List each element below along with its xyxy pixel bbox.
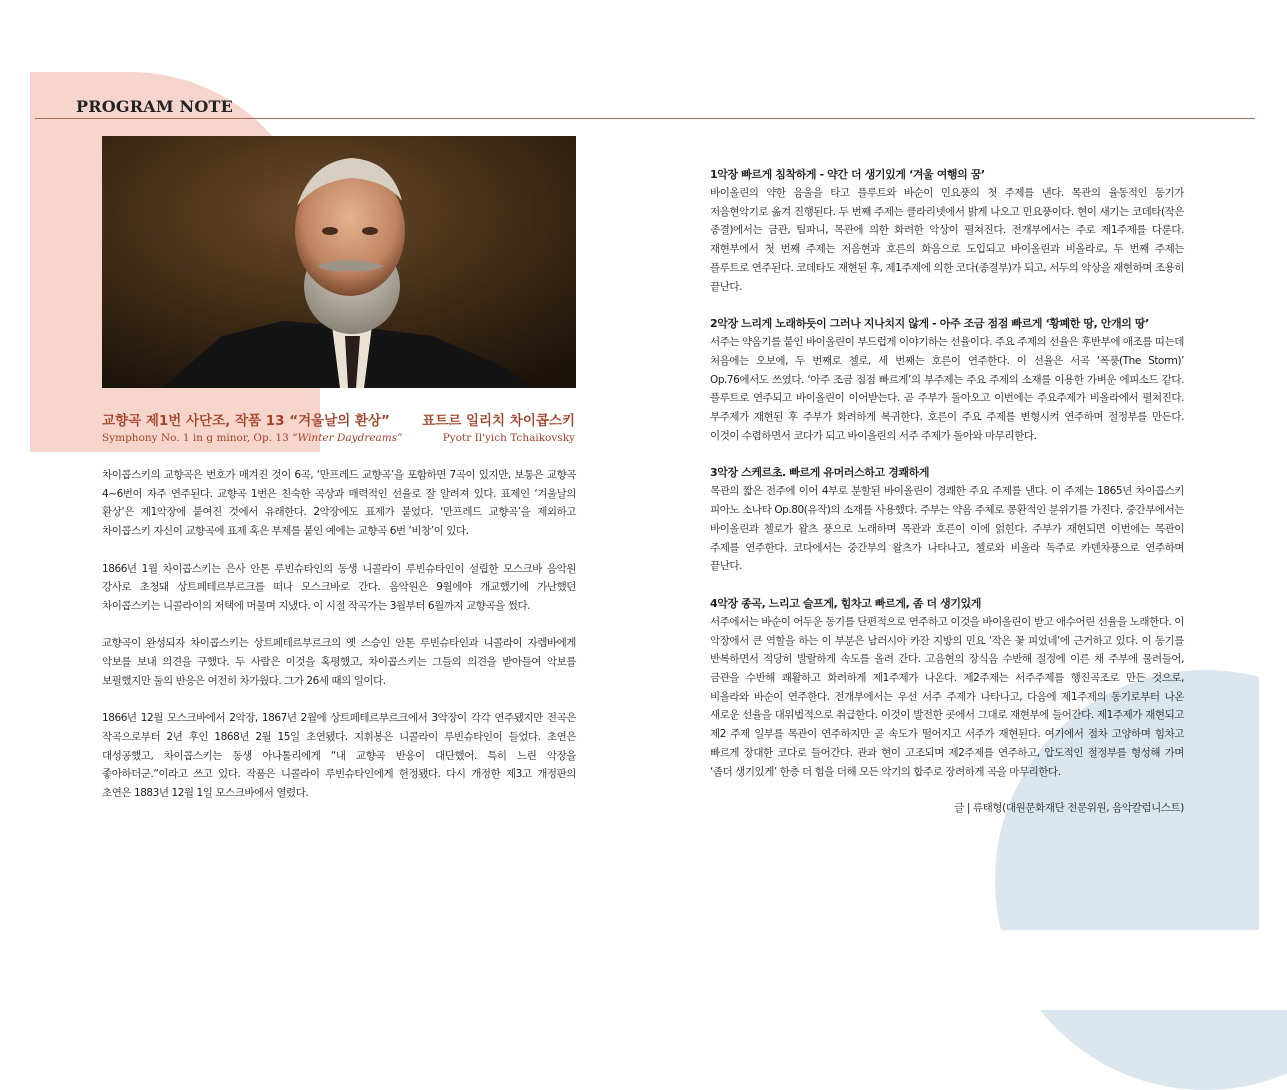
composer-portrait [102, 136, 576, 388]
author-credit: 글 | 류태형(대원문화재단 전문위원, 음악칼럼니스트) [954, 802, 1184, 815]
work-title-english-suffix: ” [397, 432, 403, 444]
paragraph: 1866년 1월 차이콥스키는 은사 안톤 루빈슈타인의 동생 니콜라이 루빈슈타인이 설립한 모스크바 음악원 강사로 초청돼 상트페테르부르크를 떠나 모스크바로 간다. 음악원은 9월에야 개교했기에 가난했던 차이콥스키는 니콜라이의 저택에 머물며 지냈다. 이 시절 작곡가는 3월부터 6월까지 교향곡을 썼다. [102, 562, 576, 612]
movement-heading: 2악장 느리게 노래하듯이 그러나 지나치지 않게 - 아주 조금 점점 빠르게 ‘황폐한 땅, 안개의 땅’ [710, 317, 1149, 331]
movement-section [710, 595, 1184, 781]
movement-heading: 4악장 종곡, 느리고 슬프게, 힘차고 빠르게, 좀 더 생기있게 [710, 596, 981, 610]
page-bottom-mask [980, 930, 1287, 1010]
header-divider [35, 118, 1255, 119]
movement-text: 바이올린의 약한 음울을 타고 플루트와 바순이 민요풍의 첫 주제를 낸다. 목관의 율동적인 동기가 저음현악기로 옮겨 진행된다. 두 번째 주제는 클라리넷에서 밝게 나오고 민요풍이다. 현이 새기는 코데타(작은 종결)에서는 금관, 팀파니, 목관에 의한 화려한 악상이 펼쳐진다. 전개부에서는 주로 제1주제를 다룬다. 재현부에서 첫 번째 주제는 저음현과 호른의 화음으로 도입되고 바이올린과 비올라로, 두 번째 주제는 플루트로 연주된다. 코데타도 재현된 후, 제1주제에 의한 코다(종결부)가 되고, 서두의 악상을 재현하며 조용히 끝난다. [710, 187, 1184, 293]
composer-name-english: Pyotr Il'yich Tchaikovsky [442, 432, 575, 444]
paragraph: 교향곡이 완성되자 차이콥스키는 상트페테르부르크의 옛 스승인 안톤 루빈슈타인과 니콜라이 자렘바에게 악보를 보내 의견을 구했다. 두 사람은 이것을 혹평했고, 차이콥스키는 그들의 의견을 받아들여 악보를 보필했지만 둘의 반응은 여전히 차가웠다. 그가 26세 때의 일이다. [102, 637, 576, 687]
movement-text: 서주에서는 바순이 어두운 동기를 단편적으로 연주하고 이것을 바이올린이 받고 애수어린 선율을 노래한다. 이 악장에서 큰 역할을 하는 이 부분은 남러시아 카잔 지방의 민요 ‘작은 꽃 피었네’에 근거하고 있다. 이 동기를 반복하면서 적당히 발랄하게 속도를 올려 간다. 고음현의 장식음 수반해 절정에 이른 채 주부에 물려들어, 금관을 수반해 쾌활하고 화려하게 제1주제가 나온다. 제2주제는 서주주제를 행진곡조로 만든 것으로, 비올라와 바순이 연주한다. 전개부에서는 우선 서주 주제가 나타나고, 다음에 제1주제의 동기로부터 나온 새로운 선율을 대위법적으로 취급한다. 이것이 발전한 곳에서 그대로 재현부에 들어간다. 제1주제가 재현되고 제2 주제 일부를 목관이 연주하지만 곧 속도가 떨어지고 서주가 재현된다. 여기에서 점차 고양하며 힘차고 빠르게 장대한 코다로 들어간다. 관과 현이 고조되며 제2주제를 연주하고, 압도적인 절정부를 형성해 가며 ‘좀더 생기있게’ 한층 더 힘을 더해 모든 악기의 합주로 장려하게 곡을 마무리한다. [710, 615, 1184, 778]
work-title-english [102, 432, 403, 444]
movement-heading: 1악장 빠르게 침착하게 - 약간 더 생기있게 ‘겨울 여행의 꿈’ [710, 168, 985, 181]
movement-text: 서주는 약음기를 붙인 바이올린이 부드럽게 이야기하는 선율이다. 주요 주제의 선율은 후반부에 애조를 띠는데 처음에는 오보에, 두 번째로 첼로, 세 번째는 호른이 연주한다. 이 선율은 서곡 ‘폭풍(The Storm)’ Op.76에서도 쓰였다. ‘아주 조금 점점 빠르게’의 부주제는 주요 주제의 소재를 이용한 가벼운 에피소드 같다. 플루트로 연주되고 바이올린이 이어받는다. 곧 주부가 돌아오고 이번에는 주요주제가 비올라에서 펼쳐진다. 부주제가 재현된 후 주부가 화려하게 복귀한다. 호른이 주요 주제를 변형시켜 연주하며 절정부를 만든다. 이것이 수렴하면서 코다가 되고 바이올린의 서주 주제가 돌아와 마무리한다. [710, 336, 1184, 442]
paragraph: 1866년 12월 모스크바에서 2악장, 1867년 2월에 상트페테르부르크에서 3악장이 각각 연주됐지만 전곡은 작곡으로부터 2년 후인 1868년 2월 15일 초연됐다. 지휘봉은 니콜라이 루빈슈타인이 들었다. 초연은 대성공했고, 차이콥스키는 동생 아나톨리에게 “내 교향곡 반응이 대단했어. 특히 느린 악장을 좋아하더군.”이라고 쓰고 있다. 작품은 니콜라이 루빈슈타인에게 헌정됐다. 다시 개정한 제3고 개정판의 초연은 1883년 12월 1일 모스크바에서 열렸다. [102, 712, 576, 799]
movement-section [710, 166, 1184, 296]
movement-text: 목관의 짧은 전주에 이어 4부로 분할된 바이올린이 경쾌한 주요 주제를 낸다. 이 주제는 1865년 차이콥스키 피아노 소나타 Op.80(유작)의 소재를 사용했다. 주부는 약음 주체로 몽환적인 분위기를 가진다. 중간부에서는 바이올린과 첼로가 왈츠 풍으로 노래하며 목관과 호른이 이에 얽힌다. 주부가 재현되면 이번에는 목관이 주제를 연주한다. 코다에서는 중간부의 왈츠가 나타나고, 첼로와 비올라 독주로 카덴차풍으로 연주하며 끝난다. [710, 485, 1184, 573]
portrait-image [102, 136, 576, 388]
page-title: PROGRAM NOTE [76, 97, 233, 116]
movement-heading: 3악장 스케르초. 빠르게 유머러스하고 경쾌하게 [710, 466, 930, 480]
movement-section [710, 315, 1184, 445]
work-title-english-italic: Winter Daydreams [297, 432, 398, 444]
work-title-korean: 교향곡 제1번 사단조, 작품 13 “겨울날의 환상” [102, 413, 390, 429]
right-column-movements [710, 166, 1184, 815]
paragraph: 차이콥스키의 교향곡은 번호가 매겨진 것이 6곡, ‘만프레드 교향곡’을 포함하면 7곡이 있지만, 보통은 교향곡 4~6번이 자주 연주된다. 교향곡 1번은 친숙한 곡상과 매력적인 선율로 잘 알려져 있다. 표제인 ‘겨울날의 환상’은 제1악장에 붙여진 것에서 유래한다. 2악장에도 표제가 붙었다. ‘만프레드 교향곡’을 제외하고 차이콥스키 자신이 교향곡에 표제 혹은 부제를 붙인 예에는 교향곡 6번 ‘비창’이 있다. [102, 469, 576, 538]
movement-section [710, 464, 1184, 576]
left-column-text [102, 466, 576, 803]
composer-name-korean: 표트르 일리치 차이콥스키 [422, 413, 575, 429]
work-title-english-prefix: Symphony No. 1 in g minor, Op. 13 “ [102, 432, 298, 444]
